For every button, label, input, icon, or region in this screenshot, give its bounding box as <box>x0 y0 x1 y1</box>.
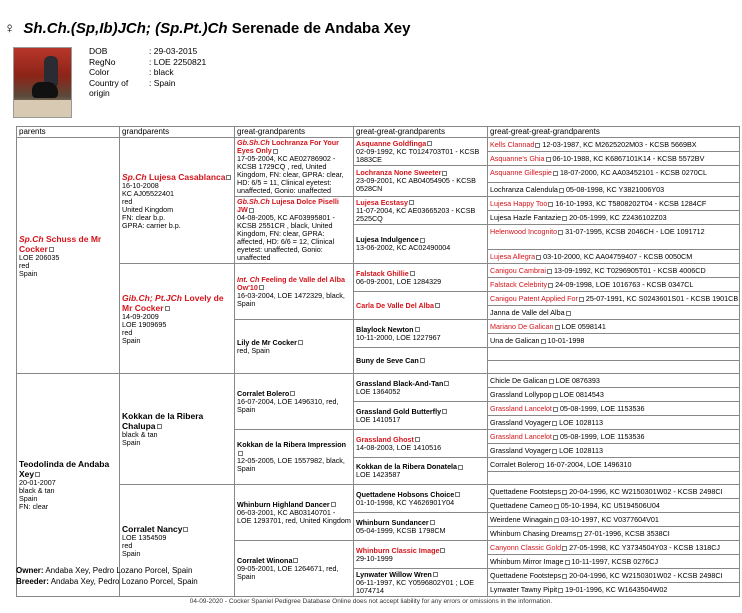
info-icon <box>577 532 582 537</box>
dog-photo[interactable] <box>13 47 72 118</box>
column-header: great-great-grandparents <box>354 127 488 138</box>
dog-detail: 18-07-2000, KC AA03452101 - KCSB 0270CL <box>559 168 707 177</box>
great-great-grandparent-cell <box>354 541 488 569</box>
color-label: Color <box>89 67 110 77</box>
dog-detail: 20-05-1999, KC Z2436102Z03 <box>569 213 667 222</box>
info-icon <box>554 504 559 509</box>
column-header: grandparents <box>120 127 235 138</box>
info-icon <box>430 520 435 525</box>
info-icon <box>549 379 554 384</box>
dog-detail: 23-09-2001, KC AB04054905 - KCSB 0528CN <box>356 176 476 193</box>
column-header: parents <box>17 127 120 138</box>
info-icon <box>273 149 278 154</box>
dog-link[interactable]: Kells Clannad <box>490 140 535 149</box>
info-icon <box>548 202 553 207</box>
great-great-grandparent-cell <box>354 348 488 374</box>
info-icon <box>558 588 563 593</box>
great-great-great-grandparent-cell <box>488 183 740 197</box>
great-grandparent-cell <box>235 138 354 197</box>
info-icon <box>249 208 254 213</box>
dob-value: : 29-03-2015 <box>149 46 198 56</box>
info-icon <box>298 340 303 345</box>
info-icon <box>444 381 449 386</box>
dog-detail: KC AJ05522401 <box>122 188 174 198</box>
info-icon <box>562 574 567 579</box>
dog-detail: 06-03-2001, KC AB03140701 - LOE 1293701, red, United Kingdom <box>237 507 351 525</box>
dog-link[interactable]: Lujesa Happy Too <box>490 199 548 208</box>
dog-link[interactable]: Canigou Cambrai <box>490 266 546 275</box>
dog-detail: 25-07-1991, KC S0243601S01 - KCSB 1901CB <box>585 294 739 303</box>
great-great-great-grandparent-cell <box>488 402 740 416</box>
disclaimer: 04-09-2020 - Cocker Spaniel Pedigree Database Online does not accept liability for any errors or omissions in the information. <box>189 598 553 605</box>
great-great-grandparent-cell <box>354 166 488 197</box>
dog-name: Serenade de Andaba Xey <box>231 20 411 37</box>
great-great-great-grandparent-cell <box>488 444 740 458</box>
dog-detail: 13-09-1992, KC T0296905T01 - KCSB 4006CD <box>553 266 706 275</box>
dog-detail: Spain <box>19 268 38 278</box>
dog-link[interactable]: Quettadene Footsteps <box>490 571 562 580</box>
dog-detail: 16-10-2008 <box>122 180 159 190</box>
great-great-great-grandparent-cell <box>488 361 740 374</box>
info-icon <box>157 424 162 429</box>
dog-detail: 14-08-2003, LOE 1410516 <box>356 442 442 452</box>
dog-link[interactable]: Teodolinda de Andaba Xey <box>19 459 110 479</box>
dog-link[interactable]: Lujesa Indulgence <box>356 235 419 244</box>
dog-link[interactable]: Falstack Celebrity <box>490 280 548 289</box>
dog-detail: 27-05-1998, KC Y3734504Y03 - KCSB 1318CJ <box>569 543 721 552</box>
dog-link[interactable]: Lujesa Dolce Piselli JW <box>237 197 339 214</box>
regno-label: RegNo <box>89 56 116 67</box>
dog-detail: 09-05-2001, LOE 1264671, red, Spain <box>237 563 339 581</box>
dog-link[interactable]: Feeling de Valle del Alba Ow'10 <box>237 274 345 292</box>
dog-detail: LOE 1909695 <box>122 319 167 329</box>
dog-link[interactable]: Lynwater Willow Wren <box>356 569 432 579</box>
dog-info <box>89 46 206 99</box>
dog-link[interactable]: Corralet Bolero <box>237 388 290 398</box>
female-symbol: ♀ <box>4 20 16 37</box>
great-great-great-grandparent-cell <box>488 348 740 361</box>
great-great-great-grandparent-cell <box>488 264 740 278</box>
dog-link[interactable]: Quettadene Hobsons Choice <box>356 489 455 499</box>
dog-link[interactable]: Whinburn Chasing Dreams <box>490 529 577 538</box>
dog-detail: LOE 0598141 <box>561 322 606 331</box>
great-great-great-grandparent-cell <box>488 388 740 402</box>
dog-title: Gib.Ch; Pt.JCh <box>122 292 182 303</box>
info-icon <box>259 285 264 290</box>
country-label: Country of origin <box>89 77 129 98</box>
great-great-grandparent-cell <box>354 138 488 166</box>
dog-detail: red <box>19 260 30 270</box>
info-icon <box>435 303 440 308</box>
dog-detail: 16-07-2004, LOE 1496310, red, Spain <box>237 396 339 414</box>
dog-detail: black & tan <box>19 486 55 495</box>
info-icon <box>535 143 540 148</box>
great-great-great-grandparent-cell <box>488 250 740 264</box>
dog-detail: LOE 0876393 <box>555 376 600 385</box>
great-great-grandparent-cell <box>354 458 488 485</box>
dog-detail: 16-03-2004, LOE 1472329, black, Spain <box>237 290 345 308</box>
dog-link[interactable]: Whinburn Mirror Image <box>490 557 564 566</box>
great-great-great-grandparent-cell <box>488 374 740 388</box>
info-icon <box>536 255 541 260</box>
great-great-great-grandparent-cell <box>488 527 740 541</box>
info-icon <box>562 216 567 221</box>
info-icon <box>546 157 551 162</box>
dog-detail: 04-08-2005, KC AF03995801 - KCSB 2551CR , black, United Kingdom, FN: clear, GPRA: affected, HD: 6/6 = 12, Clinical eyetest: unaffected, Gonio: unaffected <box>237 213 335 262</box>
dog-detail: LOE 1410517 <box>356 414 401 424</box>
dog-link[interactable]: Grassland Voyager <box>490 446 552 455</box>
dog-link[interactable]: Kokkan de la Ribera Chalupa <box>122 411 204 431</box>
great-grandparent-cell <box>235 197 354 264</box>
dog-detail: 02-09-1992, KC T0124703T01 - KCSB 1883CE <box>356 146 480 164</box>
grandparent-cell <box>120 264 235 374</box>
dog-detail: 31-07-1995, KCSB 2046CH - LOE 1091712 <box>565 227 705 236</box>
great-great-great-grandparent-cell <box>488 430 740 444</box>
dog-link[interactable]: Lochranza None Sweeter <box>356 168 442 177</box>
great-great-great-grandparent-cell <box>488 569 740 583</box>
dog-link[interactable]: Schuss de Mr Cocker <box>19 233 102 254</box>
dog-detail: 05-08-1998, KC Y3821006Y03 <box>565 185 665 194</box>
dog-link[interactable]: Grassland Lollypop <box>490 390 552 399</box>
dog-detail: 12-03-1987, KC M2625202M03 - KCSB 5669BX <box>542 140 697 149</box>
info-icon <box>553 407 558 412</box>
info-icon <box>579 297 584 302</box>
info-icon <box>553 393 558 398</box>
info-icon <box>554 518 559 523</box>
info-icon <box>165 306 170 311</box>
dog-link[interactable]: Mariano De Galican <box>490 322 554 331</box>
dog-detail: red, Spain <box>237 345 270 355</box>
great-great-great-grandparent-cell <box>488 197 740 211</box>
dog-detail: LOE 1354509 <box>122 532 167 542</box>
dog-detail: Spain <box>122 548 141 558</box>
dog-link[interactable]: Lily de Mr Cocker <box>237 337 297 347</box>
dog-link[interactable]: Una de Galican <box>490 336 540 345</box>
great-grandparent-cell <box>235 485 354 541</box>
dog-detail: LOE 1028113 <box>559 446 603 455</box>
great-great-great-grandparent-cell <box>488 485 740 499</box>
great-great-great-grandparent-cell <box>488 499 740 513</box>
dog-link[interactable]: Canigou Patent Applied For <box>490 294 578 303</box>
dog-detail: Spain <box>122 438 141 447</box>
dog-link[interactable]: Janna de Valle del Alba <box>490 308 565 317</box>
great-great-great-grandparent-cell <box>488 225 740 250</box>
dog-link[interactable]: Quettadene Cameo <box>490 501 553 510</box>
info-icon <box>293 558 298 563</box>
dog-detail: 06-11-1997, KC Y0596802Y01 ; LOE 1074714 <box>356 577 475 595</box>
info-icon <box>442 409 447 414</box>
dog-detail: red <box>122 327 133 337</box>
great-great-grandparent-cell <box>354 264 488 292</box>
great-grandparent-cell <box>235 430 354 485</box>
dog-link[interactable]: Lovely de Mr Cocker <box>122 292 224 313</box>
dog-link[interactable]: Kokkan de la Ribera Donatela <box>356 462 458 471</box>
dog-link[interactable]: Helenwood Incognito <box>490 227 558 236</box>
info-icon <box>548 283 553 288</box>
dog-detail: 05-04-1999, KCSB 1798CM <box>356 525 446 535</box>
dog-link[interactable]: Lujesa Ecstasy <box>356 197 408 207</box>
dog-detail: LOE 0814543 <box>559 390 604 399</box>
dog-detail: 12-05-2005, LOE 1557982, black, Spain <box>237 456 345 473</box>
dog-link[interactable]: Carla De Valle Del Alba <box>356 300 435 310</box>
info-icon <box>35 472 40 477</box>
dog-link[interactable]: Grassland Ghost <box>356 434 414 444</box>
dog-link[interactable]: Grassland Lancelot <box>490 404 552 413</box>
dog-detail: 13-06-2002, KC AC02490004 <box>356 243 451 252</box>
info-icon <box>559 188 564 193</box>
dog-detail: 03-10-2000, KC AA04759407 - KCSB 0050CM <box>543 252 693 261</box>
great-great-grandparent-cell <box>354 430 488 458</box>
dog-detail: 17-05-2004, KC AE02786902 - KCSB 1729CQ , red, United Kingdom, FN: clear, GPRA: clear, HD: 6/5 = 11, Clinical eyetest: unaffected, Gonio: unaffected <box>237 154 344 195</box>
regno-value: : LOE 2250821 <box>149 56 207 67</box>
dog-detail: black & tan <box>122 430 158 439</box>
dog-detail: red <box>122 196 133 206</box>
column-header: great-great-great-grandparents <box>488 127 740 138</box>
info-icon <box>552 449 557 454</box>
dog-detail: 20-04-1996, KC W2150301W02 - KCSB 2498CI <box>569 487 723 496</box>
dog-link[interactable]: Asquanne Goldfinga <box>356 138 427 148</box>
owner-value: Andaba Xey, Pedro Lozano Porcel, Spain <box>45 566 193 575</box>
dog-detail: 06-09-2001, LOE 1284329 <box>356 276 442 286</box>
dog-detail: GPRA: carrier b.p. <box>122 220 181 230</box>
dog-link[interactable]: Grassland Gold Butterfly <box>356 406 442 416</box>
dog-detail: 01-10-1998, KC Y4626901Y04 <box>356 497 455 507</box>
dog-detail: LOE 206035 <box>19 252 60 262</box>
dog-link[interactable]: Whinburn Sundancer <box>356 517 429 527</box>
info-icon <box>552 421 557 426</box>
dog-link[interactable]: Corralet Bolero <box>490 460 539 469</box>
grandparent-cell <box>120 374 235 485</box>
info-icon <box>562 546 567 551</box>
great-great-grandparent-cell <box>354 569 488 597</box>
dog-title: Sp.Ch <box>122 171 147 182</box>
grandparent-cell <box>120 138 235 264</box>
info-icon <box>440 548 445 553</box>
dog-link[interactable]: Whinburn Classic Image <box>356 545 440 555</box>
dog-figure <box>32 82 58 98</box>
info-icon <box>409 200 414 205</box>
info-icon <box>420 358 425 363</box>
info-icon <box>427 141 432 146</box>
dog-link[interactable]: Kokkan de la Ribera Impression <box>237 440 347 449</box>
dog-detail: 10-11-1997, KCSB 0276CJ <box>571 557 659 566</box>
great-great-great-grandparent-cell <box>488 306 740 320</box>
info-icon <box>553 171 558 176</box>
dog-title: Gb.Sh.Ch <box>237 197 270 206</box>
dog-title: Gb.Sh.Ch <box>237 138 270 147</box>
dog-detail: 20-04-1996, KC W2150301W02 - KCSB 2498CI <box>569 571 723 580</box>
great-grandparent-cell <box>235 541 354 597</box>
dog-detail: LOE 1364052 <box>356 386 401 396</box>
dog-link[interactable]: Canyonn Classic Gold <box>490 543 562 552</box>
dog-link[interactable]: Lujesa Hazle Fantazie <box>490 213 562 222</box>
breeder-value: Andaba Xey, Pedro Lozano Porcel, Spain <box>50 577 198 586</box>
info-icon <box>541 339 546 344</box>
breeder-line <box>16 577 198 586</box>
dog-detail: 20-01-2007 <box>19 478 56 487</box>
great-great-grandparent-cell <box>354 292 488 320</box>
great-great-grandparent-cell <box>354 320 488 348</box>
great-great-great-grandparent-cell <box>488 292 740 306</box>
dog-link[interactable]: Lochranza For Your Eyes Only <box>237 138 339 155</box>
info-icon <box>566 311 571 316</box>
dog-detail: 10-11-2000, LOE 1227967 <box>356 332 441 342</box>
info-icon <box>49 247 54 252</box>
dog-detail: 10-01-1998 <box>547 336 585 345</box>
dog-detail: 05-10-1994, KC U5194506U04 <box>560 501 660 510</box>
dog-detail: 16-10-1993, KC T5808202T04 - KCSB 1284CF <box>555 199 707 208</box>
info-icon <box>562 490 567 495</box>
dog-link[interactable]: Asquanne Gillespie <box>490 168 552 177</box>
color-value: : black <box>149 67 174 77</box>
dog-detail: FN: clear b.p. <box>122 212 166 222</box>
info-icon <box>539 463 544 468</box>
dog-detail: Spain <box>19 494 38 503</box>
parent-cell <box>17 138 120 374</box>
dog-detail: 16-07-2004, LOE 1496310 <box>546 460 632 469</box>
parent-cell <box>17 374 120 597</box>
info-icon <box>553 435 558 440</box>
dog-link[interactable]: Quettadene Footsteps <box>490 487 562 496</box>
info-icon <box>458 465 463 470</box>
dog-link[interactable]: Lochranza Calendula <box>490 185 558 194</box>
dog-detail: Spain <box>122 335 141 345</box>
dog-detail: 06-10-1988, KC K6867101K14 - KCSB 5572BV <box>552 154 705 163</box>
photo-floor <box>14 100 72 118</box>
great-grandparent-cell <box>235 320 354 374</box>
great-great-great-grandparent-cell <box>488 320 740 334</box>
info-icon <box>558 230 563 235</box>
great-great-grandparent-cell <box>354 485 488 513</box>
info-icon <box>226 175 231 180</box>
great-great-grandparent-cell <box>354 513 488 541</box>
dog-detail: 03-10-1997, KC V0377604V01 <box>560 515 659 524</box>
info-icon <box>238 451 243 456</box>
dog-detail: 19-01-1996, KC W1643504W02 <box>565 585 668 594</box>
info-icon <box>455 492 460 497</box>
dog-detail: LOE 1423587 <box>356 470 401 479</box>
country-value: : Spain <box>149 77 176 88</box>
dog-link[interactable]: Blaylock Newton <box>356 324 414 334</box>
owner-line <box>16 566 192 575</box>
info-icon <box>290 391 295 396</box>
dog-detail: LOE 1028113 <box>559 418 603 427</box>
great-great-grandparent-cell <box>354 225 488 264</box>
great-great-great-grandparent-cell <box>488 211 740 225</box>
dog-detail: 27-01-1996, KCSB 3538CI <box>584 529 670 538</box>
dog-link[interactable]: Grassland Lancelot <box>490 432 552 441</box>
dog-detail: FN: clear <box>19 502 49 511</box>
great-great-great-grandparent-cell <box>488 458 740 472</box>
great-great-grandparent-cell <box>354 374 488 402</box>
dog-titles: Sh.Ch.(Sp,Ib)JCh; (Sp.Pt.)Ch <box>23 20 228 37</box>
info-icon <box>433 572 438 577</box>
great-great-great-grandparent-cell <box>488 555 740 569</box>
dog-detail: 05-08-1999, LOE 1153536 <box>559 404 645 413</box>
info-icon <box>442 171 447 176</box>
dog-detail: 29-10-1999 <box>356 553 393 563</box>
great-great-great-grandparent-cell <box>488 583 740 597</box>
info-icon <box>565 560 570 565</box>
great-great-great-grandparent-cell <box>488 138 740 152</box>
column-header: great-grandparents <box>235 127 354 138</box>
pedigree-table <box>16 126 740 597</box>
info-icon <box>555 325 560 330</box>
great-great-great-grandparent-cell <box>488 152 740 166</box>
dog-title: Sp.Ch <box>19 233 44 244</box>
info-icon <box>331 502 336 507</box>
dog-link[interactable]: Grassland Black-And-Tan <box>356 378 444 388</box>
dob-label: DOB <box>89 46 108 56</box>
dog-link[interactable]: Falstack Ghillie <box>356 268 409 278</box>
dog-link[interactable]: Lynwater Tawny Pipit <box>490 585 558 594</box>
dog-detail: 14-09-2009 <box>122 311 159 321</box>
great-great-great-grandparent-cell <box>488 541 740 555</box>
info-icon <box>183 527 188 532</box>
dog-link[interactable]: Whinburn Highland Dancer <box>237 499 330 509</box>
great-great-grandparent-cell <box>354 402 488 430</box>
dog-detail: 05-08-1999, LOE 1153536 <box>559 432 645 441</box>
owner-label: Owner: <box>16 566 44 575</box>
great-grandparent-cell <box>235 264 354 320</box>
great-great-great-grandparent-cell <box>488 278 740 292</box>
dog-detail: 11-07-2004, KC AE03665203 - KCSB 2525CQ <box>356 205 476 223</box>
info-icon <box>410 271 415 276</box>
dog-link[interactable]: Lujesa Casablanca <box>148 171 226 182</box>
dog-link[interactable]: Weirdene Winagain <box>490 515 553 524</box>
dog-link[interactable]: Buny de Seve Can <box>356 355 419 365</box>
dog-link[interactable]: Grassland Voyager <box>490 418 552 427</box>
info-icon <box>415 437 420 442</box>
great-great-great-grandparent-cell <box>488 513 740 527</box>
great-great-great-grandparent-cell <box>488 416 740 430</box>
dog-detail: red <box>122 540 133 550</box>
dog-detail: United Kingdom <box>122 204 174 214</box>
great-great-great-grandparent-cell <box>488 334 740 348</box>
info-icon <box>415 327 420 332</box>
dog-link[interactable]: Corralet Nancy <box>122 523 183 534</box>
great-great-grandparent-cell <box>354 197 488 225</box>
page-title <box>4 20 410 37</box>
dog-title: Int. Ch <box>237 274 260 284</box>
dog-link[interactable]: Corralet Winona <box>237 555 293 565</box>
great-great-great-grandparent-cell <box>488 472 740 485</box>
great-grandparent-cell <box>235 374 354 430</box>
dog-link[interactable]: Chicle De Galican <box>490 376 548 385</box>
dog-link[interactable]: Lujesa Allegra <box>490 252 536 261</box>
info-icon <box>420 238 425 243</box>
breeder-label: Breeder: <box>16 577 49 586</box>
info-icon <box>547 269 552 274</box>
dog-detail: 24-09-1998, LOE 1016763 - KCSB 0347CL <box>555 280 694 289</box>
dog-link[interactable]: Asquanne's Ghia <box>490 154 545 163</box>
great-great-great-grandparent-cell <box>488 166 740 183</box>
